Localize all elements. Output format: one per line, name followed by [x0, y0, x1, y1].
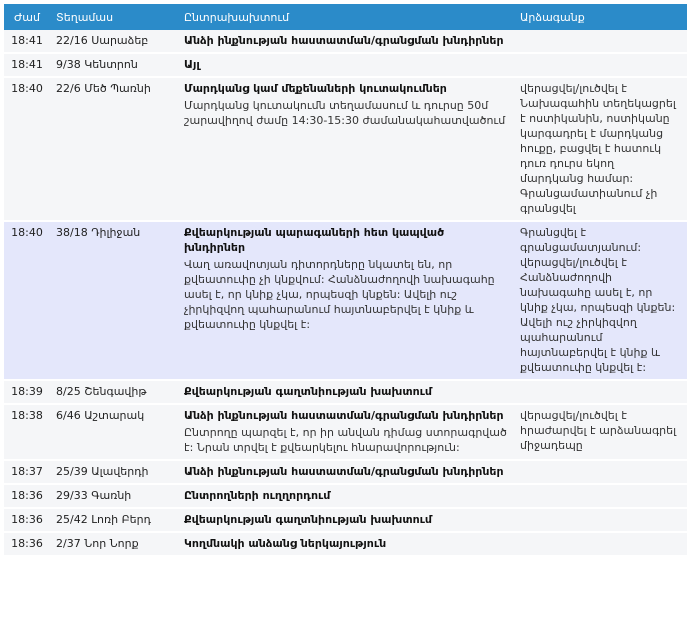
- header-time[interactable]: Ժամ: [4, 4, 50, 30]
- row-time: 18:38: [4, 404, 50, 460]
- incidents-table: [4, 4, 687, 557]
- row-station: 9/38 Կենտրոն: [50, 53, 178, 77]
- row-violation-type: Կողմնակի անձանց ներկայություն: [184, 537, 387, 550]
- row-time: 18:39: [4, 380, 50, 404]
- row-violation-cell: [178, 508, 514, 532]
- header-result[interactable]: Արձագանք: [514, 4, 687, 30]
- row-result: վերացվել/լուծվել է հրաժարվել է արձանագրել միջադեպը: [514, 404, 687, 460]
- row-violation-type: Քվեարկության գաղտնիության խախտում: [184, 385, 433, 398]
- table-row: [4, 404, 687, 460]
- row-station: 2/37 Նոր Նորք: [50, 532, 178, 556]
- row-violation-cell: [178, 380, 514, 404]
- row-result: [514, 53, 687, 77]
- row-violation-type: Անձի ինքնության հաստատման/գրանցման խնդիրներ: [184, 465, 504, 478]
- row-station: 25/39 Ալավերդի: [50, 460, 178, 484]
- row-result: [514, 30, 687, 53]
- row-description: Ընտրողը պարզել է, որ իր անվան դիմաց ստորագրված է: Նրան տրվել է քվեարկելու հնարավորություն:: [184, 426, 507, 454]
- table-row: [4, 380, 687, 404]
- row-time: 18:37: [4, 460, 50, 484]
- row-result: [514, 532, 687, 556]
- row-violation-cell: [178, 30, 514, 53]
- table-row: [4, 532, 687, 556]
- row-time: 18:36: [4, 508, 50, 532]
- table-row: [4, 77, 687, 221]
- row-time: 18:40: [4, 77, 50, 221]
- row-violation-cell: [178, 53, 514, 77]
- row-description: Վաղ առավոտյան դիտորդները նկատել են, որ քվեատուփը չի կնքվում: Հանձնաժողովի նախագահը ասել է, որ կնիք չկա, որպեսզի կնքեն: Ավելի ուշ չիրկիզվող պահարանում հայտնաբերվել է կնիք և քվեատուփը կնքվել է:: [184, 258, 495, 331]
- row-violation-cell: [178, 532, 514, 556]
- table-row-highlighted: [4, 221, 687, 380]
- row-violation-cell: [178, 460, 514, 484]
- row-station: 25/42 Լոռի Բերդ: [50, 508, 178, 532]
- row-time: 18:41: [4, 53, 50, 77]
- row-violation-type: Անձի ինքնության հաստատման/գրանցման խնդիրներ: [184, 34, 504, 47]
- row-station: 22/6 Մեծ Պառնի: [50, 77, 178, 221]
- table-row: [4, 53, 687, 77]
- row-violation-type: Անձի ինքնության հաստատման/գրանցման խնդիրներ: [184, 409, 504, 422]
- row-result: [514, 484, 687, 508]
- row-time: 18:41: [4, 30, 50, 53]
- row-violation-cell: [178, 484, 514, 508]
- table-row: [4, 484, 687, 508]
- row-violation-type: Քվեարկության պարագաների հետ կապված խնդիրներ: [184, 226, 445, 254]
- header-violation[interactable]: Ընտրախախտում: [178, 4, 514, 30]
- row-result: Գրանցվել է գրանցամատյանում: վերացվել/լուծվել է Հանձնաժողովի նախագահը ասել է, որ կնիք չկա, որպեսզի կնքեն: Ավելի ուշ չիրկիզվող պահարանում հայտնաբերվել է կնիք և քվեատուփը կնքվել է:: [514, 221, 687, 380]
- row-time: 18:36: [4, 532, 50, 556]
- header-station[interactable]: Տեղամաս: [50, 4, 178, 30]
- row-result: վերացվել/լուծվել է Նախագահին տեղեկացրել է ոստիկանին, ոստիկանը կարգադրել է մարդկանց հուքը, բացվել է հատուկ դուռ դուրս եկող մարդկանց համար: Գրանցամատիանում չի գրանցվել: [514, 77, 687, 221]
- table-header-row: [4, 4, 687, 30]
- row-violation-cell: [178, 77, 514, 221]
- row-violation-cell: [178, 221, 514, 380]
- row-violation-type: Ընտրողների ուղղորդում: [184, 489, 331, 502]
- incidents-table-wrapper: [4, 4, 687, 557]
- row-station: 6/46 Աշտարակ: [50, 404, 178, 460]
- table-row: [4, 30, 687, 53]
- table-row: [4, 508, 687, 532]
- row-time: 18:36: [4, 484, 50, 508]
- row-result: [514, 508, 687, 532]
- row-time: 18:40: [4, 221, 50, 380]
- row-result: [514, 380, 687, 404]
- table-row: [4, 460, 687, 484]
- row-violation-cell: [178, 404, 514, 460]
- row-station: 29/33 Գառնի: [50, 484, 178, 508]
- row-violation-type: Քվեարկության գաղտնիության խախտում: [184, 513, 433, 526]
- row-station: 22/16 Սարաձեբ: [50, 30, 178, 53]
- row-description: Մարդկանց կուտակումն տեղամասում և դուրսը 50մ շարավիղով ժամը 14:30-15:30 ժամանակահատվածում: [184, 99, 506, 127]
- row-station: 38/18 Դիլիջան: [50, 221, 178, 380]
- row-station: 8/25 Շենգավիթ: [50, 380, 178, 404]
- row-violation-type: Այլ: [184, 58, 200, 71]
- row-result: [514, 460, 687, 484]
- row-violation-type: Մարդկանց կամ մեքենաների կուտակումներ: [184, 82, 447, 95]
